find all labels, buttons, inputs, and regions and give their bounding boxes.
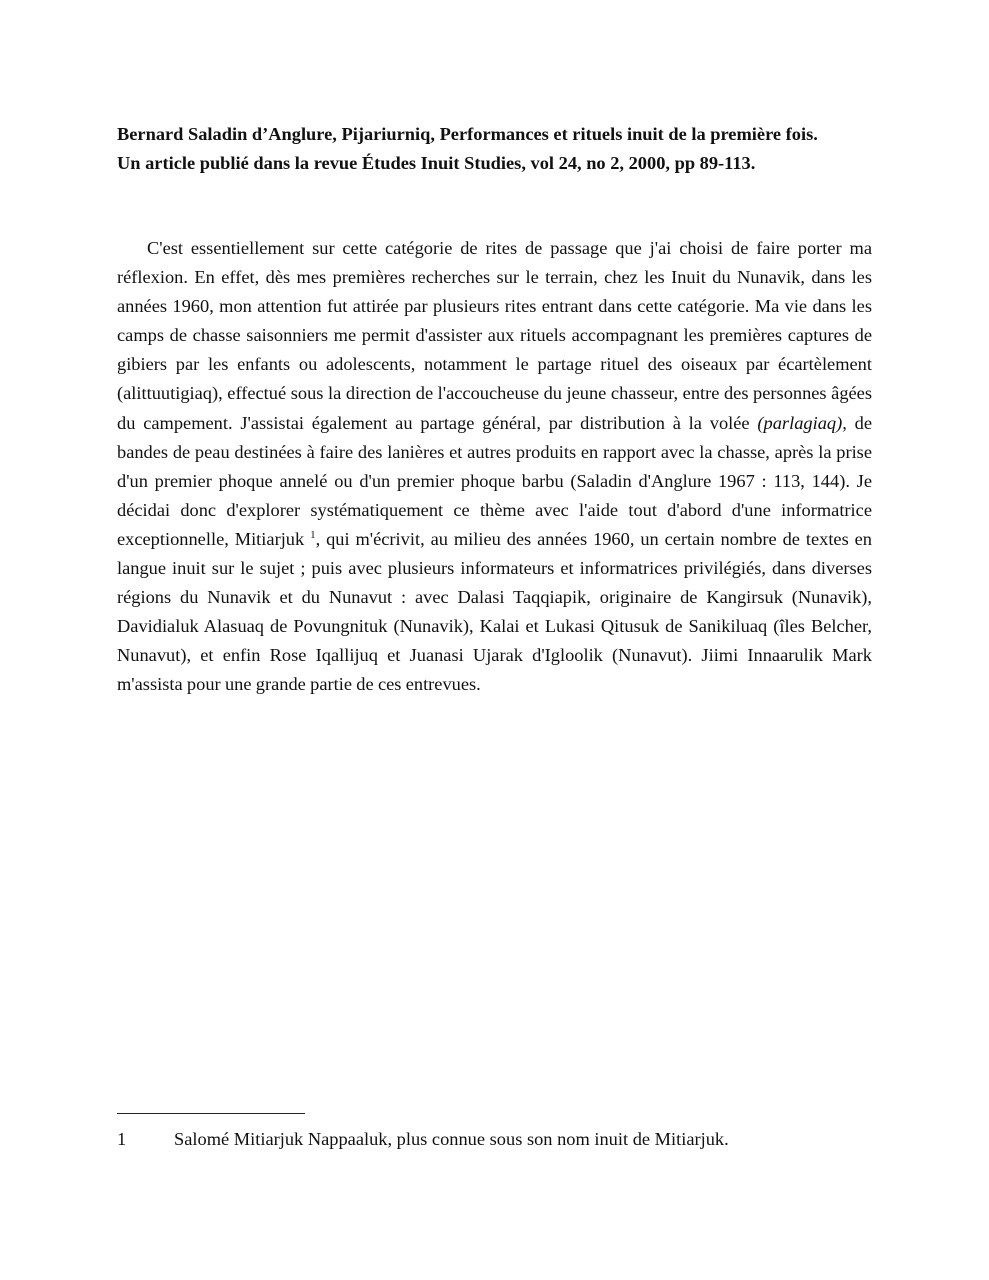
heading-line-1: Bernard Saladin d’Anglure, Pijariurniq, Performances et rituels inuit de la première fois. [117, 124, 818, 144]
paragraph-part-1: C'est essentiellement sur cette catégorie de rites de passage que j'ai choisi de faire porter ma réflexion. En effet, dès mes premières recherches sur le terrain, chez les Inuit du Nunavik, dans les années 1960, mon attention fut attirée par plusieurs rites entrant dans cette catégorie. Ma vie dans les camps de chasse saisonniers me permit d'assister aux rituels accompagnant les premières captures de gibiers par les enfants ou adolescents, notamment le partage rituel des oiseaux par écartèlement (alittuutigiaq), effectué sous la direction de l'accoucheuse du jeune chasseur, entre des personnes âgées du campement. J'assistai également au partage général, par distribution à la volée [117, 238, 872, 433]
document-heading [117, 120, 875, 178]
footnote-text: Salomé Mitiarjuk Nappaaluk, plus connue sous son nom inuit de Mitiarjuk. [174, 1129, 729, 1149]
italic-term: (parlagiaq), [757, 412, 847, 433]
body-paragraph [117, 234, 872, 700]
heading-line-2: Un article publié dans la revue Études Inuit Studies, vol 24, no 2, 2000, pp 89-113. [117, 153, 756, 173]
paragraph-part-3: , qui m'écrivit, au milieu des années 1960, un certain nombre de textes en langue inuit sur le sujet ; puis avec plusieurs informateurs et informatrices privilégiés, dans diverses régions du Nunavik et du Nunavut : avec Dalasi Taqqiapik, originaire de Kangirsuk (Nunavik), Davidialuk Alasuaq de Povungnituk (Nunavik), Kalai et Lukasi Qitusuk de Sanikiluaq (îles Belcher, Nunavut), et enfin Rose Iqallijuq et Juanasi Ujarak d'Igloolik (Nunavut). Jiimi Innaarulik Mark m'assista pour une grande partie de ces entrevues. [117, 528, 872, 695]
footnote [117, 1126, 877, 1152]
footnote-divider [117, 1113, 305, 1114]
footnote-number: 1 [117, 1129, 127, 1149]
footnote-reference: 1 [310, 528, 316, 541]
paragraph-part-2: de bandes de peau destinées à faire des lanières et autres produits en rapport avec la chasse, après la prise d'un premier phoque annelé ou d'un premier phoque barbu (Saladin d'Anglure 1967 : 113, 144). Je décidai donc d'explorer systématiquement ce thème avec l'aide tout d'abord d'une informatrice exceptionnelle, Mitiarjuk [117, 412, 873, 549]
